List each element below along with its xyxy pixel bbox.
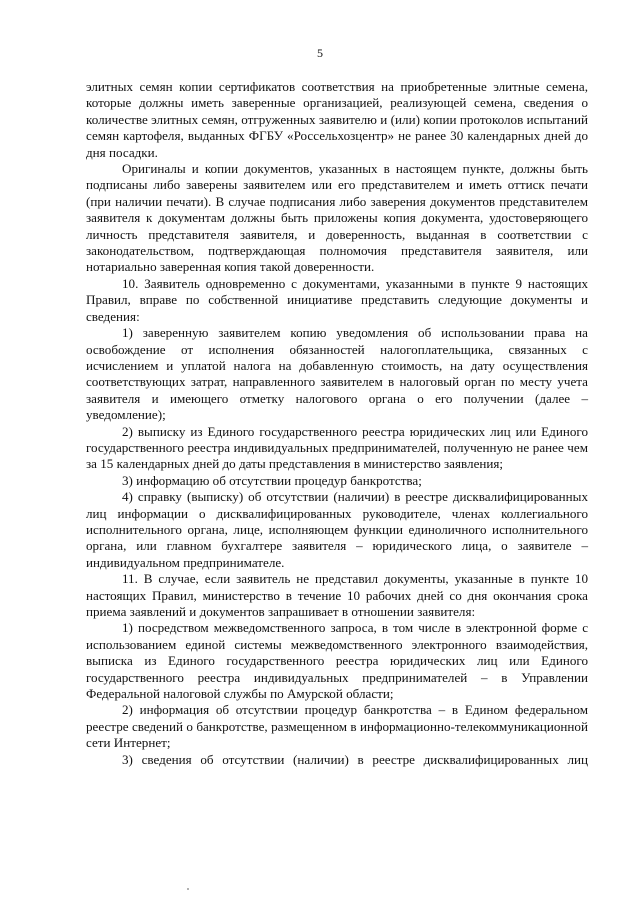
- paragraph-clause-10-item-4: 4) справку (выписку) об отсутствии (наличии) в реестре дисквалифицированных лиц информации о дисквалифицированных руководителе, членах коллегиального исполнительного органа, лице, исполняющем функции единоличного исполнительного органа, или главном бухгалтере заявителя – юридического лица, о заявителе – индивидуальном предпринимателе.: [86, 489, 588, 570]
- paragraph-originals-and-copies: Оригиналы и копии документов, указанных в настоящем пункте, должны быть подписаны либо заверены заявителем или его представителем и иметь оттиск печати (при наличии печати). В случае подписания либо заверения документов представителем заявителя к документам должны быть приложены копия документа, удостоверяющего личность представителя заявителя, и доверенность, выданная в соответствии с законодательством, подтверждающая полномочия представителя заявителя, или нотариально заверенная копия такой доверенности.: [86, 161, 588, 275]
- paragraph-clause-10-item-1: 1) заверенную заявителем копию уведомления об использовании права на освобождение от исполнения обязанностей налогоплательщика, связанных с исчислением и уплатой налога на добавленную стоимость, на дату осуществления соответствующих затрат, направленного заявителем в налоговый орган по месту учета заявителя и имеющего отметку налогового органа о его получении (далее – уведомление);: [86, 325, 588, 423]
- paragraph-continuation: элитных семян копии сертификатов соответствия на приобретенные элитные семена, которые должны иметь заверенные организацией, реализующей семена, сведения о количестве элитных семян, отгруженных заявителю и (или) копии протоколов испытаний семян картофеля, выданных ФГБУ «Россельхозцентр» не ранее 30 календарных дней до дня посадки.: [86, 79, 588, 160]
- paragraph-clause-11-item-3: 3) сведения об отсутствии (наличии) в реестре дисквалифицированных лиц: [122, 751, 588, 767]
- paragraph-clause-11-item-1: 1) посредством межведомственного запроса, в том числе в электронной форме с использованием единой системы межведомственного электронного взаимодействия, выписка из Единого государственного реестра юридических лиц или Единого государственного реестра индивидуальных предпринимателей – в Управлении Федеральной налоговой службы по Амурской области;: [86, 620, 588, 702]
- page-number: 5: [317, 46, 323, 60]
- paragraph-clause-11: 11. В случае, если заявитель не представил документы, указанные в пункте 10 настоящих Правил, министерство в течение 10 рабочих дней со дня окончания срока приема заявлений и документов запрашивает в отношении заявителя:: [86, 571, 588, 619]
- paragraph-clause-10-item-3: 3) информацию об отсутствии процедур банкротства;: [122, 472, 422, 488]
- paragraph-clause-10-item-2: 2) выписку из Единого государственного реестра юридических лиц или Единого государственного реестра индивидуальных предпринимателей, полученную не ранее чем за 15 календарных дней до даты представления в министерство заявления;: [86, 423, 588, 472]
- document-body: [86, 79, 588, 768]
- paragraph-clause-10: 10. Заявитель одновременно с документами, указанными в пункте 9 настоящих Правил, вправе по собственной инициативе представить следующие документы и сведения:: [86, 275, 588, 324]
- paragraph-clause-11-item-2: 2) информация об отсутствии процедур банкротства – в Едином федеральном реестре сведений о банкротстве, размещенном в информационно-телекоммуникационной сети Интернет;: [86, 702, 588, 751]
- scan-speck: [187, 888, 189, 890]
